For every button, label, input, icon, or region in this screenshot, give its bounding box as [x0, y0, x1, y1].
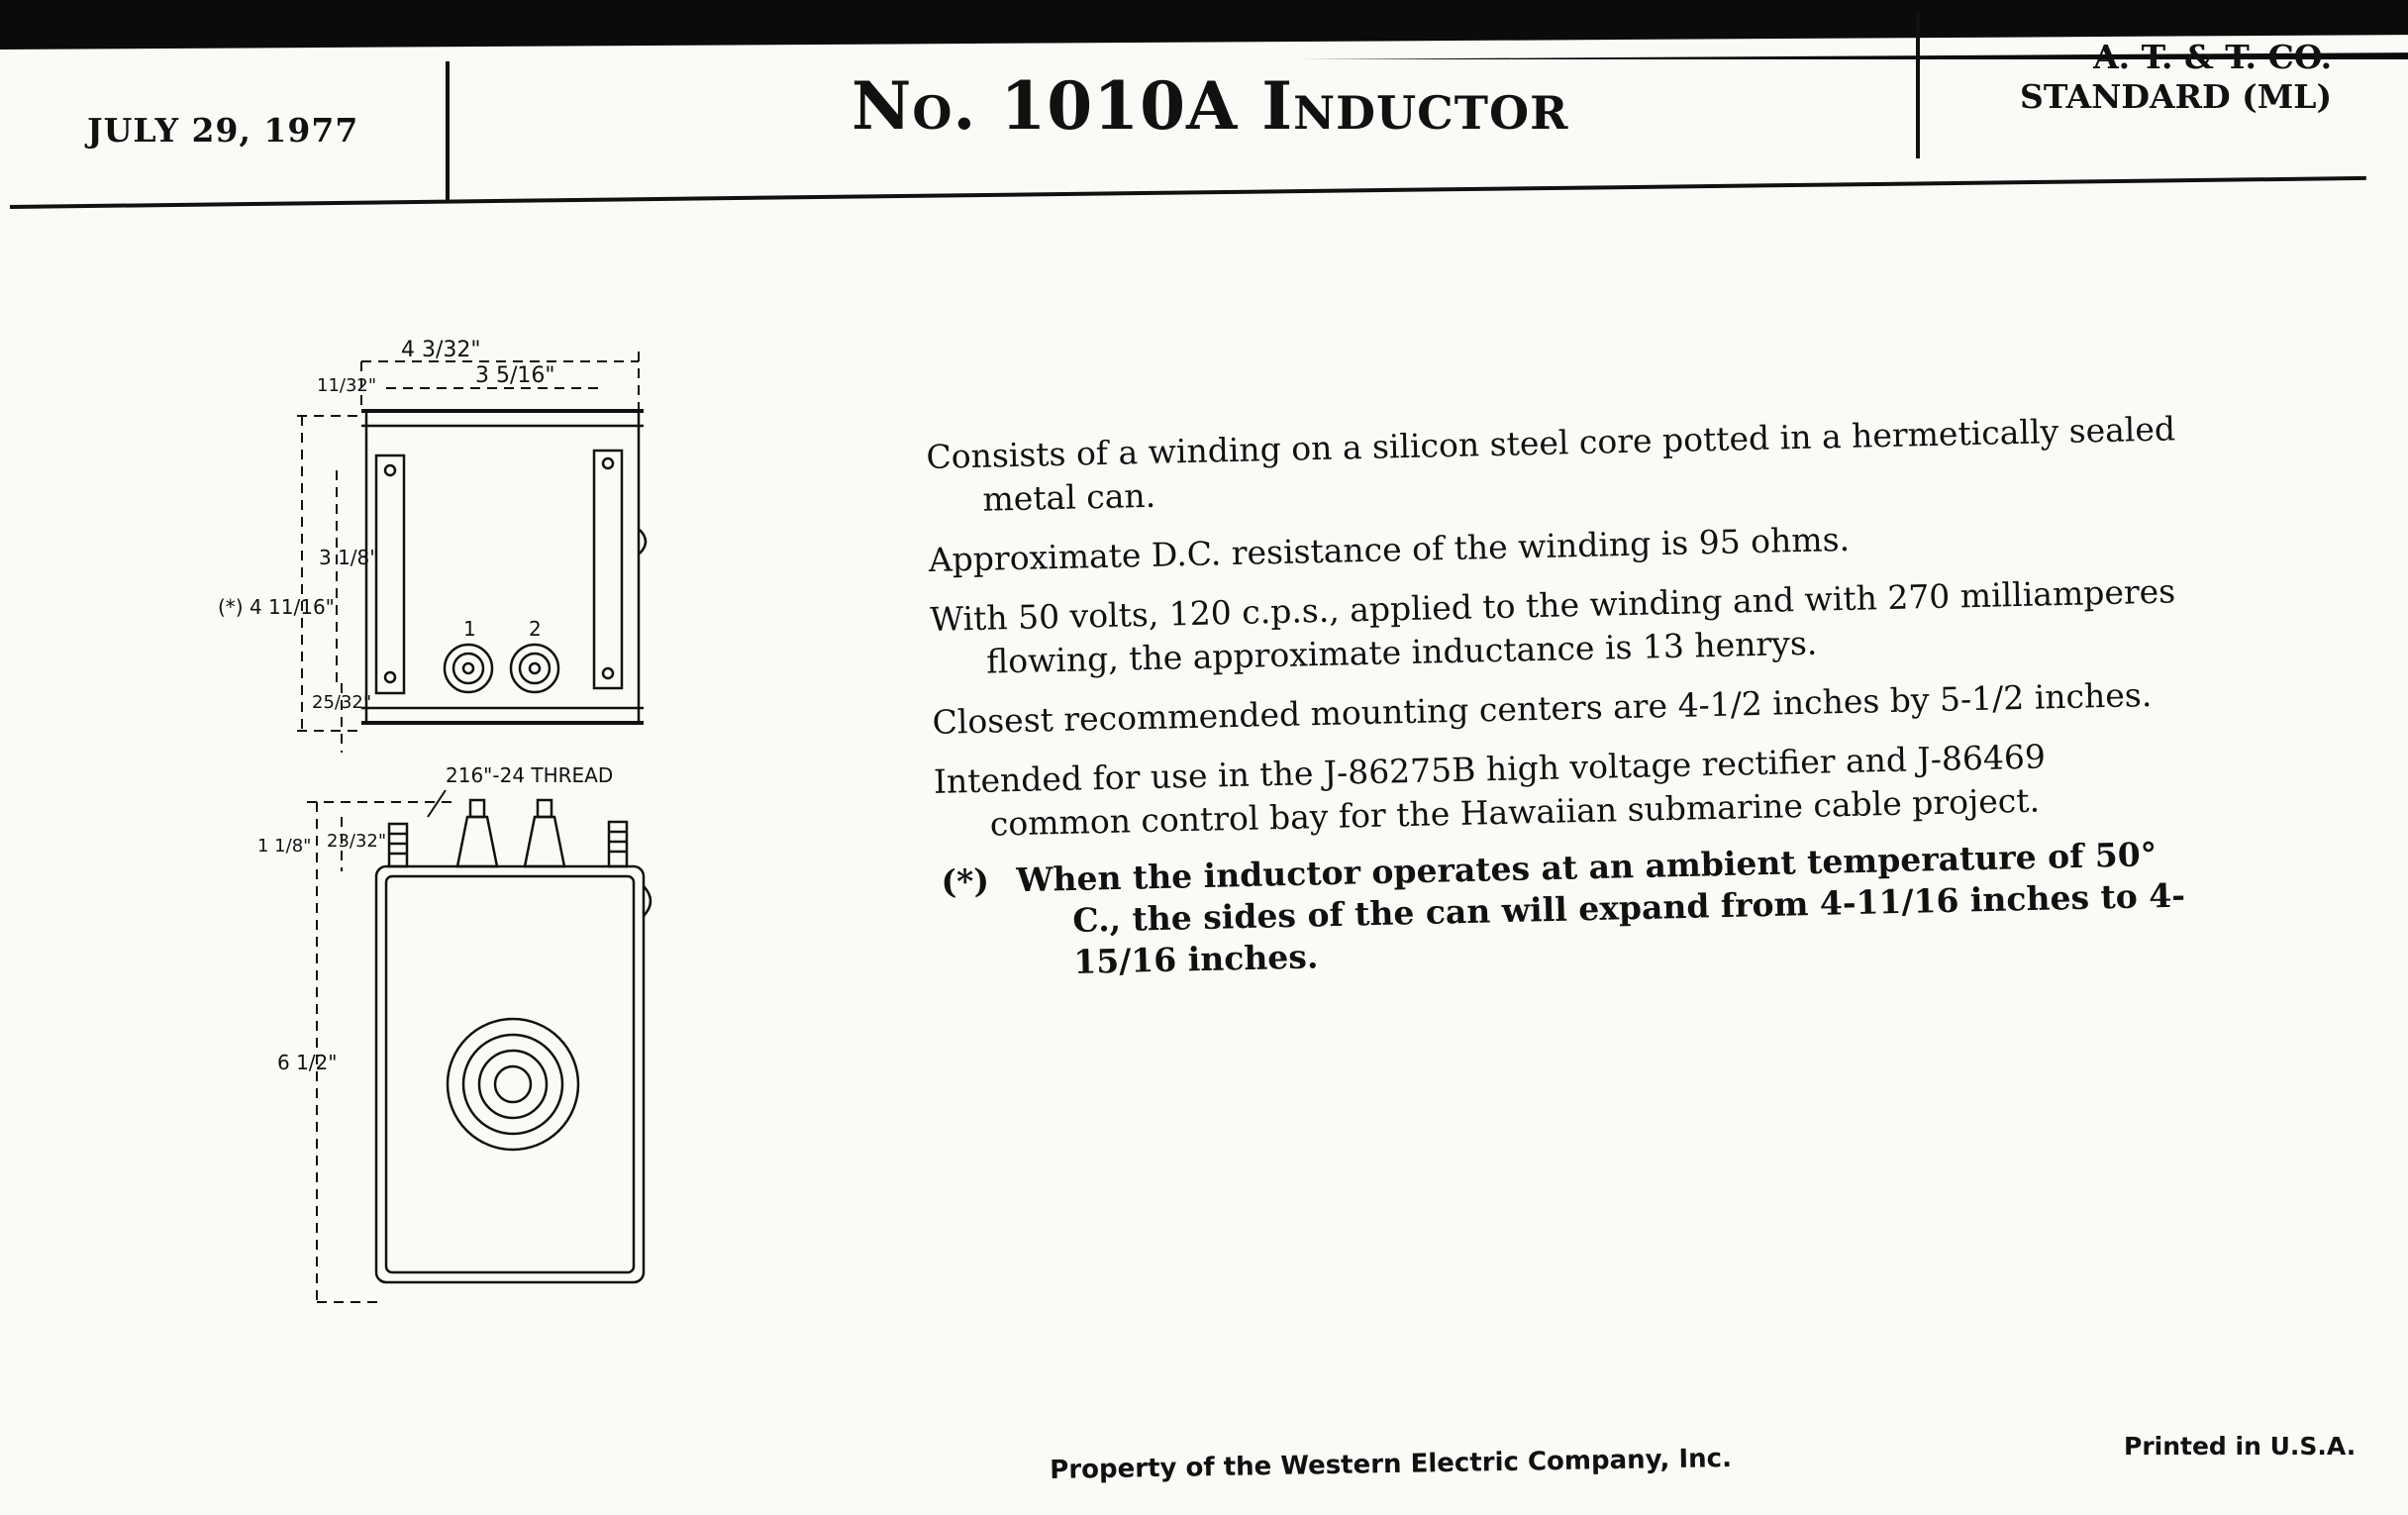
terminal-2-label: 2 — [529, 617, 542, 641]
dim-overall-width: 4 3/32" — [401, 338, 481, 362]
terminal-1-outer — [445, 645, 492, 692]
description-paragraph: With 50 volts, 120 c.p.s., applied to the winding and with 270 milliamperes flowing, the approximate inductance is 13 henrys. — [929, 571, 2176, 681]
threaded-stud-left — [389, 824, 407, 866]
page-title: No. 1010A Inductor — [852, 67, 1569, 145]
note-mark: (*) — [941, 860, 990, 901]
company-name: A. T. & T. CO. — [2093, 38, 2333, 76]
description-paragraph: Closest recommended mounting centers are 4-1/2 inches by 5-1/2 inches. — [932, 674, 2153, 742]
header-divider-right — [1916, 14, 1920, 158]
dim-terminal-height: 1 1/8" — [257, 836, 312, 857]
standard-label — [2020, 38, 2332, 117]
note-text: When the inductor operates at an ambient temperature of 50° C., the sides of the can will expand from 4-11/16 inches to 4-15/16 inches. — [1016, 835, 2186, 981]
issue-date: JULY 29, 1977 — [87, 111, 359, 150]
description-paragraph: Approximate D.C. resistance of the winding is 95 ohms. — [928, 519, 1851, 579]
dim-height-inner: 3 1/8" — [319, 546, 379, 569]
header-rule — [10, 176, 2366, 209]
dim-can-height: 6 1/2" — [277, 1051, 338, 1074]
side-view-boss — [448, 1019, 578, 1150]
terminal-2-bushing — [525, 817, 564, 866]
mounting-bracket-right — [594, 451, 622, 688]
inductor-drawing — [198, 317, 713, 1327]
dim-left-offset: 11/32" — [317, 375, 377, 396]
description — [926, 407, 2192, 863]
threaded-stud-right — [609, 822, 627, 866]
dim-bottom-offset: 25/32" — [312, 692, 372, 713]
description-paragraph: Intended for use in the J-86275B high voltage rectifier and J-86469 common control bay for the Hawaiian submarine cable project. — [933, 737, 2047, 844]
description-paragraph: Consists of a winding on a silicon steel core potted in a hermetically sealed metal can. — [926, 409, 2176, 519]
terminal-1-bushing — [457, 817, 497, 866]
terminal-2-outer — [511, 645, 558, 692]
mounting-bracket-left — [376, 455, 404, 693]
dim-inner-width: 3 5/16" — [475, 363, 555, 388]
property-notice: Property of the Western Electric Company, Inc. — [1050, 1443, 1733, 1485]
printed-notice: Printed in U.S.A. — [2124, 1432, 2357, 1461]
side-view-can — [376, 866, 644, 1282]
thread-label: 216"-24 THREAD — [446, 763, 614, 787]
dim-stud-height: 23/32" — [327, 831, 387, 852]
standard-code: STANDARD (ML) — [2020, 77, 2333, 116]
terminal-1-label: 1 — [463, 617, 476, 641]
dim-height-overall: (*) 4 11/16" — [218, 595, 335, 619]
top-view-can — [366, 411, 639, 723]
header-divider-left — [446, 61, 450, 202]
